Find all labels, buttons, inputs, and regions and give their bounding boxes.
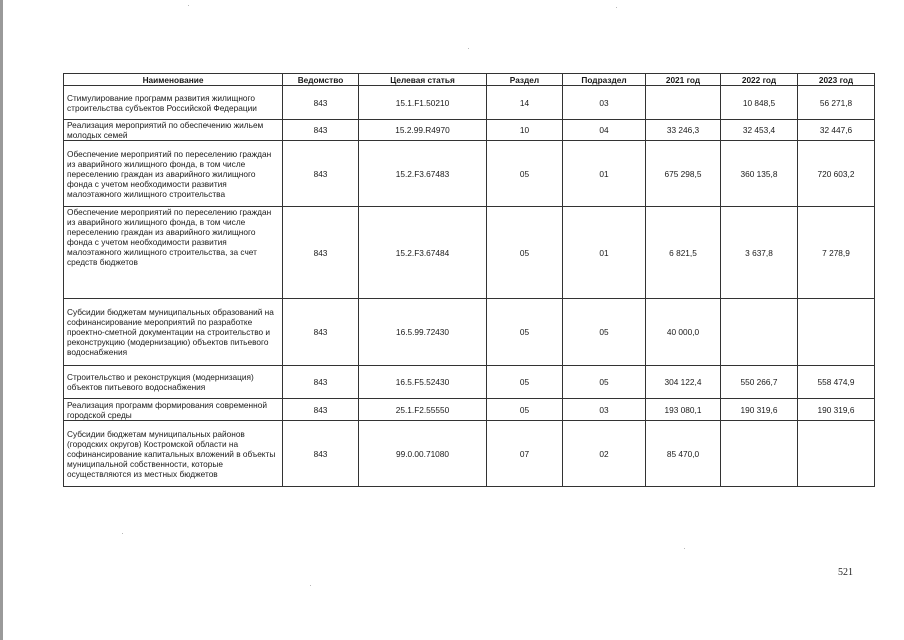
row-name: Обеспечение мероприятий по переселению граждан из аварийного жилищного фонда, в том числе переселению граждан из аварийного жилищного фонда с учетом необходимости развития малоэтажного жилищного строительства xyxy=(64,141,283,207)
row-value-2021: 40 000,0 xyxy=(646,299,721,366)
table-row xyxy=(64,120,875,141)
row-target-article: 99.0.00.71080 xyxy=(359,421,487,487)
row-value-2021: 193 080,1 xyxy=(646,399,721,421)
row-target-article: 15.2.F3.67484 xyxy=(359,207,487,299)
row-subsection: 01 xyxy=(563,141,646,207)
row-subsection: 02 xyxy=(563,421,646,487)
row-name: Строительство и реконструкция (модернизация) объектов питьевого водоснабжения xyxy=(64,366,283,399)
table-header-row xyxy=(64,74,875,86)
row-value-2023 xyxy=(798,421,875,487)
header-target-article: Целевая статья xyxy=(359,74,487,86)
row-department: 843 xyxy=(283,399,359,421)
header-name: Наименование xyxy=(64,74,283,86)
header-year-2022: 2022 год xyxy=(721,74,798,86)
row-value-2021: 304 122,4 xyxy=(646,366,721,399)
row-value-2023 xyxy=(798,299,875,366)
row-name: Субсидии бюджетам муниципальных районов (городских округов) Костромской области на софинансирование капитальных вложений в объекты муниципальной собственности, которые осуществляются из местных бюджетов xyxy=(64,421,283,487)
budget-table xyxy=(63,73,875,487)
table-row xyxy=(64,366,875,399)
row-target-article: 15.2.99.R4970 xyxy=(359,120,487,141)
row-value-2023: 190 319,6 xyxy=(798,399,875,421)
row-section: 10 xyxy=(487,120,563,141)
table-row xyxy=(64,141,875,207)
row-value-2023: 32 447,6 xyxy=(798,120,875,141)
row-subsection: 04 xyxy=(563,120,646,141)
table-row xyxy=(64,207,875,299)
row-target-article: 16.5.99.72430 xyxy=(359,299,487,366)
row-section: 07 xyxy=(487,421,563,487)
scan-speck xyxy=(468,48,469,49)
row-department: 843 xyxy=(283,299,359,366)
row-section: 05 xyxy=(487,207,563,299)
row-department: 843 xyxy=(283,141,359,207)
table-row xyxy=(64,299,875,366)
row-target-article: 15.2.F3.67483 xyxy=(359,141,487,207)
row-value-2022: 10 848,5 xyxy=(721,86,798,120)
scan-speck xyxy=(684,548,685,549)
row-section: 05 xyxy=(487,366,563,399)
row-subsection: 05 xyxy=(563,299,646,366)
row-value-2022: 190 319,6 xyxy=(721,399,798,421)
row-department: 843 xyxy=(283,86,359,120)
header-subsection: Подраздел xyxy=(563,74,646,86)
row-department: 843 xyxy=(283,120,359,141)
scan-speck xyxy=(310,585,311,586)
table-row xyxy=(64,421,875,487)
scan-speck xyxy=(188,5,189,6)
row-name: Реализация мероприятий по обеспечению жильем молодых семей xyxy=(64,120,283,141)
row-section: 05 xyxy=(487,399,563,421)
row-target-article: 15.1.F1.50210 xyxy=(359,86,487,120)
row-value-2022: 550 266,7 xyxy=(721,366,798,399)
header-department: Ведомство xyxy=(283,74,359,86)
row-value-2021: 6 821,5 xyxy=(646,207,721,299)
row-value-2023: 558 474,9 xyxy=(798,366,875,399)
table-row xyxy=(64,86,875,120)
scan-speck xyxy=(616,7,617,8)
page-number: 521 xyxy=(838,567,853,578)
row-section: 14 xyxy=(487,86,563,120)
table-row xyxy=(64,399,875,421)
row-value-2023: 56 271,8 xyxy=(798,86,875,120)
row-value-2023: 7 278,9 xyxy=(798,207,875,299)
row-value-2022 xyxy=(721,299,798,366)
row-value-2021: 675 298,5 xyxy=(646,141,721,207)
header-year-2021: 2021 год xyxy=(646,74,721,86)
scan-speck xyxy=(122,533,123,534)
row-value-2022 xyxy=(721,421,798,487)
row-section: 05 xyxy=(487,141,563,207)
row-value-2022: 360 135,8 xyxy=(721,141,798,207)
row-value-2021: 33 246,3 xyxy=(646,120,721,141)
row-subsection: 01 xyxy=(563,207,646,299)
row-name: Субсидии бюджетам муниципальных образований на софинансирование мероприятий по разработке проектно-сметной документации на строительство и реконструкцию (модернизацию) объектов питьевого водоснабжения xyxy=(64,299,283,366)
row-section: 05 xyxy=(487,299,563,366)
row-target-article: 25.1.F2.55550 xyxy=(359,399,487,421)
scan-edge xyxy=(0,0,3,640)
row-name: Стимулирование программ развития жилищного строительства субъектов Российской Федерации xyxy=(64,86,283,120)
row-target-article: 16.5.F5.52430 xyxy=(359,366,487,399)
header-section: Раздел xyxy=(487,74,563,86)
row-subsection: 03 xyxy=(563,399,646,421)
row-value-2022: 3 637,8 xyxy=(721,207,798,299)
row-department: 843 xyxy=(283,207,359,299)
row-value-2021 xyxy=(646,86,721,120)
row-department: 843 xyxy=(283,366,359,399)
row-subsection: 05 xyxy=(563,366,646,399)
row-value-2023: 720 603,2 xyxy=(798,141,875,207)
header-year-2023: 2023 год xyxy=(798,74,875,86)
row-department: 843 xyxy=(283,421,359,487)
row-name: Реализация программ формирования современной городской среды xyxy=(64,399,283,421)
row-value-2022: 32 453,4 xyxy=(721,120,798,141)
row-value-2021: 85 470,0 xyxy=(646,421,721,487)
row-subsection: 03 xyxy=(563,86,646,120)
row-name: Обеспечение мероприятий по переселению граждан из аварийного жилищного фонда, в том числе переселению граждан из аварийного жилищного фонда с учетом необходимости развития малоэтажного жилищного строительства, за счет средств бюджетов xyxy=(64,207,283,299)
